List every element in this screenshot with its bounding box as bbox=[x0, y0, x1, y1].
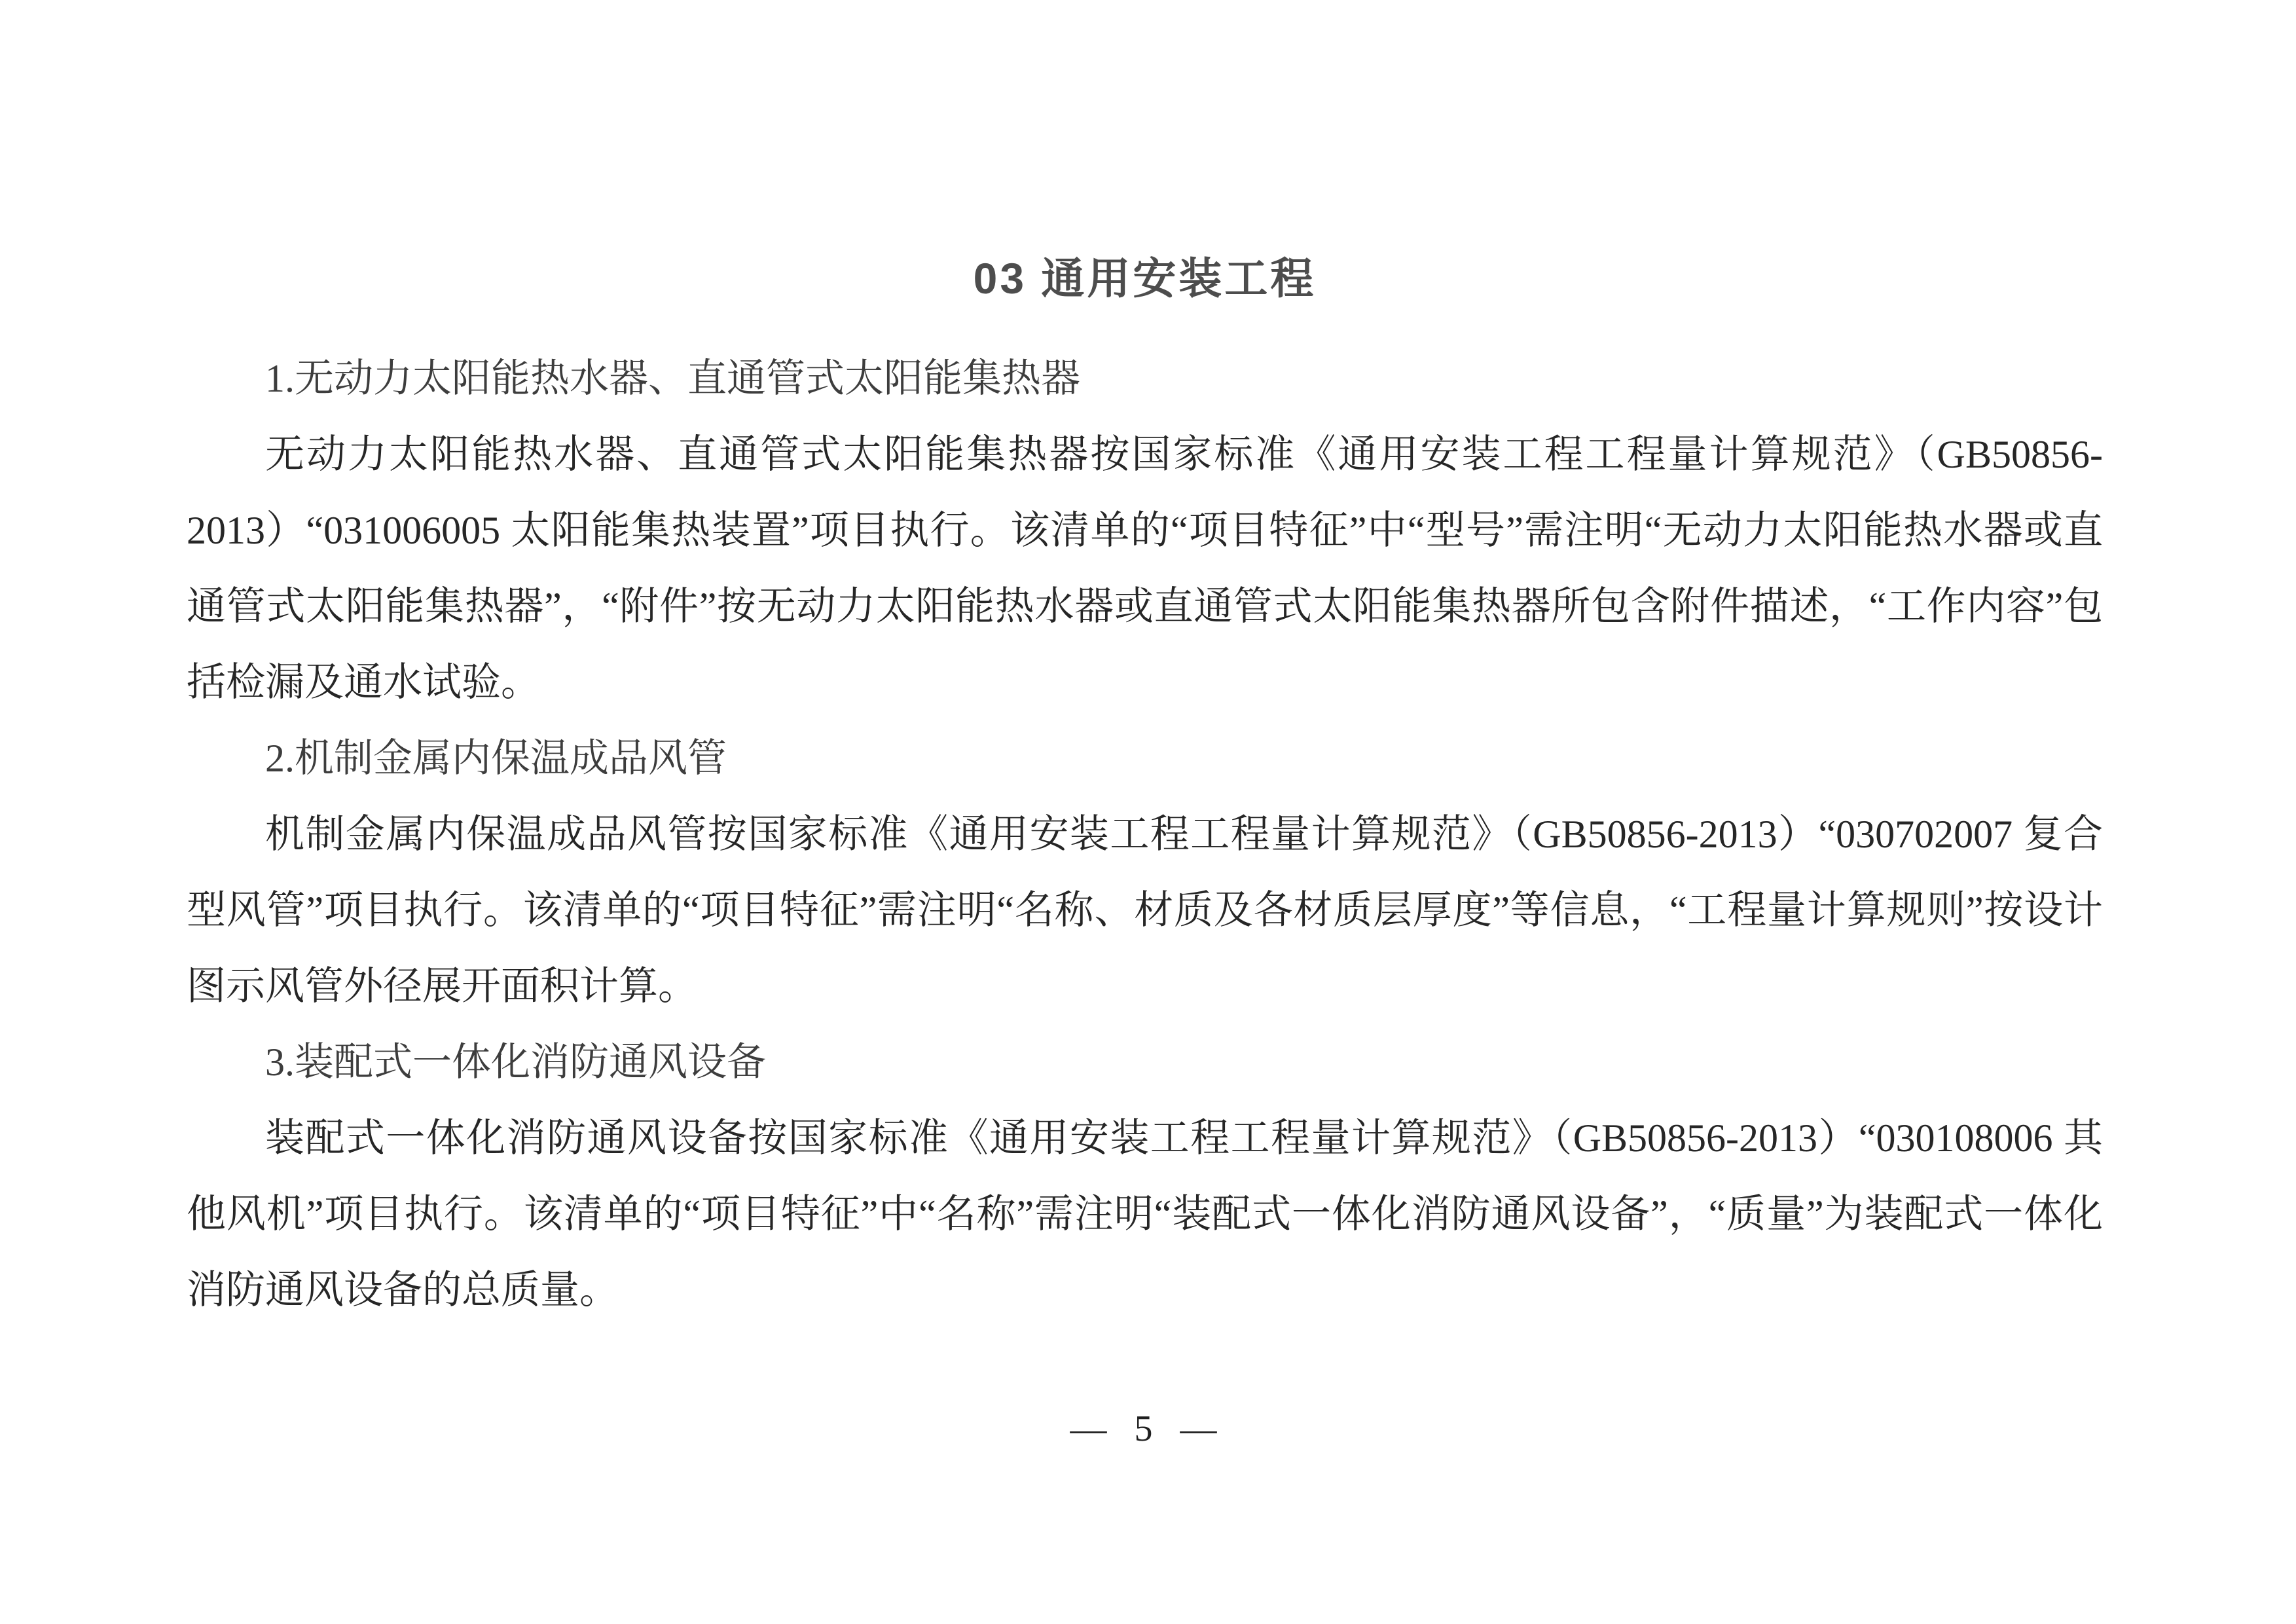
clause-2-heading: 2.机制金属内保温成品风管 bbox=[265, 737, 727, 780]
clause-3-body: 装配式一体化消防通风设备按国家标准《通用安装工程工程量计算规范》（GB50856-2013）“030108006 其他风机”项目执行。该清单的“项目特征”中“名称”需注明“装配式一体化消防通风设备”，“质量”为装配式一体化消防通风设备的总质量。 bbox=[187, 1116, 2103, 1312]
page-number: — 5 — bbox=[1070, 1409, 1226, 1449]
clause-3-heading: 3.装配式一体化消防通风设备 bbox=[265, 1041, 766, 1084]
page-title: 03 通用安装工程 bbox=[973, 254, 1317, 303]
clause-2-body: 机制金属内保温成品风管按国家标准《通用安装工程工程量计算规范》（GB50856-2013）“030702007 复合型风管”项目执行。该清单的“项目特征”需注明“名称、材质及各材质层厚度”等信息，“工程量计算规则”按设计图示风管外径展开面积计算。 bbox=[187, 813, 2103, 1008]
document-content bbox=[187, 246, 2103, 1328]
clause-1-heading: 1.无动力太阳能热水器、直通管式太阳能集热器 bbox=[265, 357, 1080, 400]
clause-1-body: 无动力太阳能热水器、直通管式太阳能集热器按国家标准《通用安装工程工程量计算规范》（GB50856-2013）“031006005 太阳能集热装置”项目执行。该清单的“项目特征”中“型号”需注明“无动力太阳能热水器或直通管式太阳能集热器”，“附件”按无动力太阳能热水器或直通管式太阳能集热器所包含附件描述，“工作内容”包括检漏及通水试验。 bbox=[187, 433, 2103, 704]
